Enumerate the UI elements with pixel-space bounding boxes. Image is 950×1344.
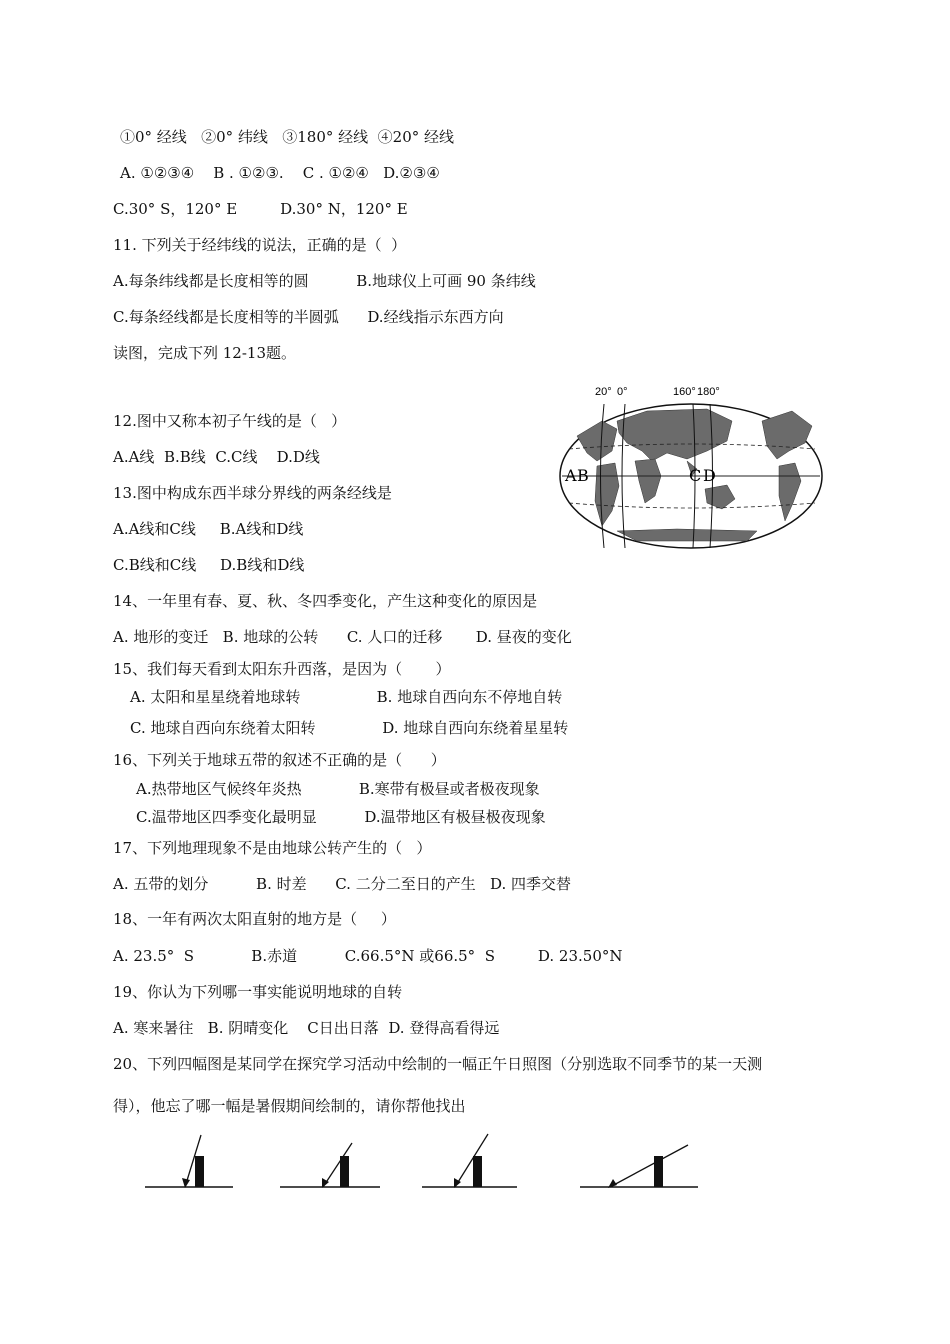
question-15-title: 15、我们每天看到太阳东升西落，是因为（ ） xyxy=(113,660,451,678)
question-14-choices: A. 地形的变迁 B. 地球的公转 C. 人口的迁移 D. 昼夜的变化 xyxy=(113,628,572,646)
question-19-title: 19、你认为下列哪一事实能说明地球的自转 xyxy=(113,983,403,1001)
sun-diagram-4 xyxy=(580,1130,698,1200)
world-map-figure xyxy=(557,381,825,551)
question-20-title: 20、下列四幅图是某同学在探究学习活动中绘制的一幅正午日照图（分别选取不同季节的某一天测 xyxy=(113,1055,763,1073)
map-instruction: 读图，完成下列 12-13题。 xyxy=(113,344,297,362)
sun-diagram-1 xyxy=(145,1130,235,1200)
question-17-title: 17、下列地理现象不是由地球公转产生的（ ） xyxy=(113,839,432,857)
label-180: 180° xyxy=(697,386,720,398)
question-13-choices-cd: C.B线和C线 D.B线和D线 xyxy=(113,556,305,574)
sun-diagram-2 xyxy=(280,1130,380,1200)
question-19-choices: A. 寒来暑往 B. 阴晴变化 C日出日落 D. 登得高看得远 xyxy=(113,1019,500,1037)
question-16-title: 16、下列关于地球五带的叙述不正确的是（ ） xyxy=(113,751,446,769)
label-d: D xyxy=(703,466,716,485)
question-12-title: 12.图中又称本初子午线的是（ ） xyxy=(113,412,347,430)
label-20: 20° xyxy=(595,386,612,398)
question-11-title: 11. 下列关于经纬线的说法，正确的是（ ） xyxy=(113,236,407,254)
coordinates-choices: C.30° S，120° E D.30° N，120° E xyxy=(113,200,408,218)
label-c: C xyxy=(689,466,702,485)
label-a: A xyxy=(565,466,577,485)
question-16-choices-cd: C.温带地区四季变化最明显 D.温带地区有极昼极夜现象 xyxy=(136,808,546,826)
label-b: B xyxy=(577,466,589,485)
question-14-title: 14、一年里有春、夏、秋、冬四季变化，产生这种变化的原因是 xyxy=(113,592,538,610)
question-11-choices-ab: A.每条纬线都是长度相等的圆 B.地球仪上可画 90 条纬线 xyxy=(113,272,536,290)
question-10-options-numbered: ①0° 经线 ②0° 纬线 ③180° 经线 ④20° 经线 xyxy=(120,128,455,146)
question-16-choices-ab: A.热带地区气候终年炎热 B.寒带有极昼或者极夜现象 xyxy=(136,780,540,798)
question-15-choices-ab: A. 太阳和星星绕着地球转 B. 地球自西向东不停地自转 xyxy=(130,688,563,706)
world-map-svg xyxy=(557,381,825,551)
question-20-title-cont: 得），他忘了哪一幅是暑假期间绘制的，请你帮他找出 xyxy=(113,1097,466,1115)
question-15-choices-cd: C. 地球自西向东绕着太阳转 D. 地球自西向东绕着星星转 xyxy=(130,719,569,737)
question-12-choices: A.A线 B.B线 C.C线 D.D线 xyxy=(113,448,320,466)
sun-diagram-3 xyxy=(422,1130,517,1200)
question-10-choices: A. ①②③④ B . ①②③. C . ①②④ D.②③④ xyxy=(120,164,440,182)
label-160: 160° xyxy=(673,386,696,398)
question-13-title: 13.图中构成东西半球分界线的两条经线是 xyxy=(113,484,392,502)
question-18-choices: A. 23.5° S B.赤道 C.66.5°N 或66.5° S D. 23.50°N xyxy=(113,947,623,965)
question-17-choices: A. 五带的划分 B. 时差 C. 二分二至日的产生 D. 四季交替 xyxy=(113,875,572,893)
question-18-title: 18、一年有两次太阳直射的地方是（ ） xyxy=(113,910,396,928)
question-13-choices-ab: A.A线和C线 B.A线和D线 xyxy=(113,520,304,538)
label-0: 0° xyxy=(617,386,628,398)
question-11-choices-cd: C.每条经线都是长度相等的半圆弧 D.经线指示东西方向 xyxy=(113,308,504,326)
